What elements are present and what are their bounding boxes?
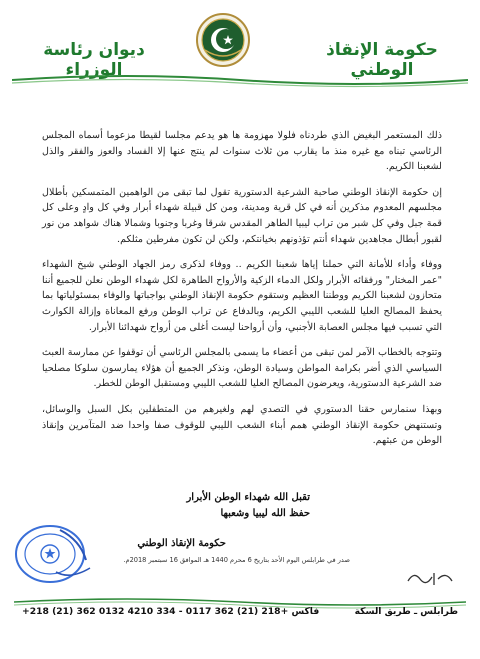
statement-body bbox=[42, 128, 442, 459]
signature-block: حكومة الإنقاذ الوطني bbox=[137, 538, 226, 549]
crescent-star-emblem-icon bbox=[195, 12, 251, 68]
handwritten-initials bbox=[404, 567, 456, 589]
government-name: حكومة الإنقاذ الوطني bbox=[326, 40, 438, 80]
closing-prayer bbox=[110, 490, 310, 522]
office-name: ديوان رئاسة الوزراء bbox=[43, 40, 145, 80]
header-divider bbox=[12, 68, 468, 88]
phone-fax: +218 (21) 362 0132 فاكس +218 (21) 362 0117 - 334 4210 bbox=[22, 606, 320, 617]
paragraph: ذلك المستعمر البغيض الذي طردناه فلولا مهزومة ها هو يدعم مجلسا لقيطا مزعوما أسماه المجلس الرئاسي تبناه مع غيره منذ ما يقارب من ثلاث سنوات لم ينتج عنها إلا الفساد والعوز والفقر والذل لشعبنا الكريم. bbox=[42, 130, 442, 173]
footer-contacts bbox=[22, 606, 458, 620]
issue-date: صدر في طرابلس اليوم الأحد بتاريخ 6 محرم 1440 هـ الموافق 16 سبتمبر 2018م. bbox=[123, 556, 350, 564]
paragraph: ووفاء وأداء للأمانة التي حملنا إياها شعبنا الكريم .. ووفاء لذكرى رمز الجهاد الوطني شيخ الشهداء "عمر المختار" ورفقائه الأبرار ولكل الدماء الزكية والأرواح الطاهرة لكل شهداء الوطن نعلن للجميع أننا متحازون لشعبنا الكريم ووطننا العظيم وستقوم حكومة الإنقاذ الوطني بواجباتها والوفاء بمسئولياتها بما يحفظ المصالح العليا للشعب الليبي الكريم، وبالدفاع عن تراب الوطن ورفع المعاناة وإزالة الكوارث التي تسبب فيها مجلس العصابة الأجنبي، وأن أرواحنا ليست أغلى من أرواح شهدائنا الأبرار. bbox=[42, 259, 442, 333]
address: طرابلس ـ طريق السكة bbox=[354, 606, 458, 617]
closing-line: تقبل الله شهداء الوطن الأبرار bbox=[186, 492, 310, 503]
paragraph: إن حكومة الإنقاذ الوطني صاحبة الشرعية الدستورية تقول لما تبقى من الواهمين المتمسكين بأطلال مجلسهم المعدوم مذكرين أنه في كل قرية ومدينة، ومن كل قبيلة شهداء أبرار وفي كل وادٍ وعلى كل قمة جبل وفي كل شبر من تراب ليبيا الطاهر المقدس شرقا وغربا وجنوبا وشمالا هناك شواهد من نور لقبور أبطال مجاهدين شهداء أنتم تؤذونهم بخيانتكم، ولكن لن تكون مفرطين مثلكم. bbox=[42, 186, 442, 245]
round-stamp-icon bbox=[10, 520, 98, 586]
paragraph: وتتوجه بالخطاب الآمر لمن تبقى من أعضاء ما يسمى بالمجلس الرئاسي أن توقفوا عن ممارسة العبث السياسي الذي أضر بكرامة المواطن وسيادة الوطن، ونذكر الجميع أن هؤلاء يمارسون سلوكا مصلحيا ضد الشرعية الدستورية، ويعرضون المصالح العليا للشعب الليبي ومستقبل الوطن للخطر. bbox=[42, 347, 442, 390]
paragraph: وبهذا سنمارس حقنا الدستوري في التصدي لهم ولغيرهم من المتطفلين بكل السبل والوسائل، وتستنهض حكومة الإنقاذ الوطني همم أبناء الشعب الليبي للوقوف صفا واحدا ضد المتآمرين وإنقاذ الوطن من عبثهم. bbox=[42, 403, 442, 447]
closing-line: حفظ الله ليبيا وشعبها bbox=[220, 508, 310, 519]
